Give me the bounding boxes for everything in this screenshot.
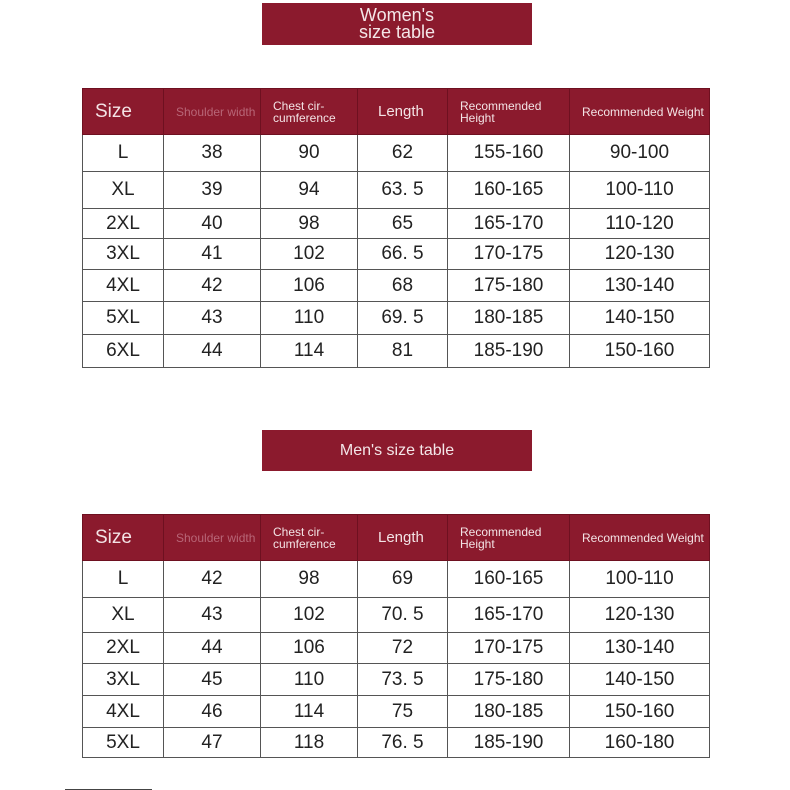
header-recommended-height: Recommended Height xyxy=(448,89,570,135)
cell-chest-circumference: 114 xyxy=(261,335,358,368)
header-size: Size xyxy=(83,515,164,561)
table-row xyxy=(83,209,710,239)
cell-chest-circumference: 98 xyxy=(261,561,358,598)
header-length: Length xyxy=(358,515,448,561)
cell-chest-circumference: 102 xyxy=(261,239,358,270)
cell-length: 68 xyxy=(358,270,448,302)
cell-size: 4XL xyxy=(83,270,164,302)
cell-length: 76. 5 xyxy=(358,728,448,758)
cell-recommended-weight: 120-130 xyxy=(570,598,710,633)
cell-recommended-height: 165-170 xyxy=(448,598,570,633)
header-row xyxy=(83,515,710,561)
table-row xyxy=(83,172,710,209)
cell-recommended-weight: 130-140 xyxy=(570,270,710,302)
cell-shoulder-width: 42 xyxy=(164,270,261,302)
cell-recommended-height: 155-160 xyxy=(448,135,570,172)
cell-recommended-height: 175-180 xyxy=(448,664,570,696)
title-line: Women's xyxy=(359,5,435,25)
cell-chest-circumference: 106 xyxy=(261,633,358,664)
cell-size: XL xyxy=(83,172,164,209)
header-size: Size xyxy=(83,89,164,135)
cell-shoulder-width: 44 xyxy=(164,633,261,664)
cell-size: L xyxy=(83,561,164,598)
table-row xyxy=(83,302,710,335)
cell-size: 2XL xyxy=(83,633,164,664)
cell-shoulder-width: 45 xyxy=(164,664,261,696)
cell-length: 75 xyxy=(358,696,448,728)
header-recommended-weight: Recommended Weight xyxy=(570,515,710,561)
cell-recommended-weight: 100-110 xyxy=(570,172,710,209)
cell-shoulder-width: 43 xyxy=(164,598,261,633)
cell-shoulder-width: 46 xyxy=(164,696,261,728)
table-row xyxy=(83,598,710,633)
header-recommended-height: Recommended Height xyxy=(448,515,570,561)
cell-recommended-height: 180-185 xyxy=(448,302,570,335)
header-length: Length xyxy=(358,89,448,135)
table-row xyxy=(83,239,710,270)
header-recommended-weight: Recommended Weight xyxy=(570,89,710,135)
cell-size: 5XL xyxy=(83,728,164,758)
cell-recommended-height: 160-165 xyxy=(448,561,570,598)
cell-length: 63. 5 xyxy=(358,172,448,209)
womens-table-title xyxy=(262,3,532,45)
cell-shoulder-width: 40 xyxy=(164,209,261,239)
cell-size: 3XL xyxy=(83,664,164,696)
cell-chest-circumference: 114 xyxy=(261,696,358,728)
table-row xyxy=(83,270,710,302)
cell-recommended-weight: 140-150 xyxy=(570,302,710,335)
table-row xyxy=(83,561,710,598)
cell-recommended-weight: 150-160 xyxy=(570,696,710,728)
cell-recommended-height: 170-175 xyxy=(448,633,570,664)
cell-recommended-height: 160-165 xyxy=(448,172,570,209)
header-shoulder-width: Shoulder width xyxy=(164,89,261,135)
header-chest-circumference: Chest cir-cumference xyxy=(261,89,358,135)
table-row xyxy=(83,696,710,728)
cell-recommended-weight: 160-180 xyxy=(570,728,710,758)
cell-size: L xyxy=(83,135,164,172)
cell-recommended-weight: 150-160 xyxy=(570,335,710,368)
cell-shoulder-width: 44 xyxy=(164,335,261,368)
cell-chest-circumference: 118 xyxy=(261,728,358,758)
header-chest-circumference: Chest cir-cumference xyxy=(261,515,358,561)
cell-length: 69 xyxy=(358,561,448,598)
cell-recommended-height: 175-180 xyxy=(448,270,570,302)
mens-table-title: Men's size table xyxy=(262,430,532,471)
table-row xyxy=(83,135,710,172)
cell-shoulder-width: 42 xyxy=(164,561,261,598)
cell-shoulder-width: 43 xyxy=(164,302,261,335)
cell-shoulder-width: 41 xyxy=(164,239,261,270)
mens-size-table xyxy=(82,514,710,758)
cell-size: 6XL xyxy=(83,335,164,368)
header-row xyxy=(83,89,710,135)
table-row xyxy=(83,335,710,368)
cell-shoulder-width: 47 xyxy=(164,728,261,758)
table-row xyxy=(83,728,710,758)
cell-size: XL xyxy=(83,598,164,633)
cell-recommended-weight: 90-100 xyxy=(570,135,710,172)
cell-length: 70. 5 xyxy=(358,598,448,633)
cell-length: 65 xyxy=(358,209,448,239)
cell-recommended-height: 185-190 xyxy=(448,335,570,368)
cell-recommended-weight: 140-150 xyxy=(570,664,710,696)
cell-recommended-weight: 110-120 xyxy=(570,209,710,239)
cell-shoulder-width: 38 xyxy=(164,135,261,172)
cell-size: 4XL xyxy=(83,696,164,728)
cell-length: 66. 5 xyxy=(358,239,448,270)
cell-recommended-weight: 100-110 xyxy=(570,561,710,598)
cell-chest-circumference: 98 xyxy=(261,209,358,239)
cell-chest-circumference: 110 xyxy=(261,302,358,335)
cell-recommended-height: 185-190 xyxy=(448,728,570,758)
cell-size: 2XL xyxy=(83,209,164,239)
cell-recommended-weight: 130-140 xyxy=(570,633,710,664)
cell-size: 3XL xyxy=(83,239,164,270)
cell-recommended-height: 170-175 xyxy=(448,239,570,270)
cell-length: 81 xyxy=(358,335,448,368)
cell-chest-circumference: 110 xyxy=(261,664,358,696)
cell-chest-circumference: 102 xyxy=(261,598,358,633)
cell-chest-circumference: 90 xyxy=(261,135,358,172)
womens-size-table xyxy=(82,88,710,368)
cell-length: 72 xyxy=(358,633,448,664)
cell-length: 73. 5 xyxy=(358,664,448,696)
table-row xyxy=(83,664,710,696)
cell-recommended-height: 180-185 xyxy=(448,696,570,728)
header-shoulder-width: Shoulder width xyxy=(164,515,261,561)
cell-length: 69. 5 xyxy=(358,302,448,335)
cell-chest-circumference: 106 xyxy=(261,270,358,302)
cell-length: 62 xyxy=(358,135,448,172)
table-row xyxy=(83,633,710,664)
cell-recommended-weight: 120-130 xyxy=(570,239,710,270)
cell-recommended-height: 165-170 xyxy=(448,209,570,239)
cell-size: 5XL xyxy=(83,302,164,335)
title-line: size table xyxy=(358,22,436,42)
cell-chest-circumference: 94 xyxy=(261,172,358,209)
cell-shoulder-width: 39 xyxy=(164,172,261,209)
